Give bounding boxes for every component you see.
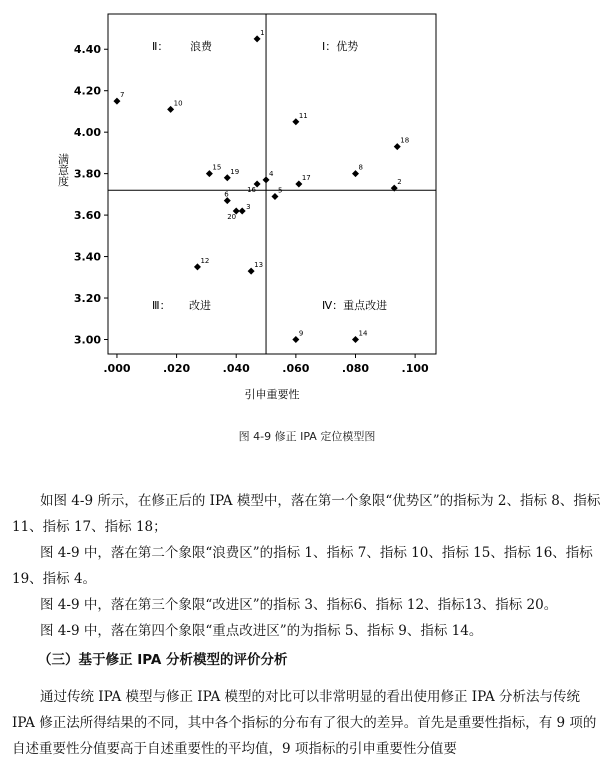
paragraph-q3: 图 4-9 中，落在第三个象限“改进区”的指标 3、指标6、指标 12、指标13、指标 20。 [40,597,558,613]
point-label: 11 [298,111,308,120]
y-tick-label: 3.00 [73,333,101,347]
point-label: 2 [397,178,402,187]
data-point [239,207,246,214]
y-tick-label: 4.00 [73,126,101,140]
quadrant-label-q2: Ⅱ： [152,40,169,53]
point-label: 20 [227,212,237,221]
paragraph-q1: 如图 4-9 所示，在修正后的 IPA 模型中，落在第一个象限“优势区”的指标为 2、指标 8、指标 11、指标 17、指标 18； [12,493,601,535]
x-tick-label: .060 [282,362,310,375]
figure-caption: 图 4-9 修正 IPA 定位模型图 [238,430,376,443]
point-label: 4 [269,169,274,178]
paragraph-q4: 图 4-9 中，落在第四个象限“重点改进区”的为指标 5、指标 9、指标 14。 [40,623,483,639]
data-points [113,29,409,343]
y-tick-label: 3.40 [73,250,101,264]
quadrant-label-q3: Ⅲ： [152,299,171,312]
section-heading: （三）基于修正 IPA 分析模型的评价分析 [38,652,288,668]
point-label: 14 [358,329,368,338]
y-tick-label: 4.20 [73,84,101,98]
quadrant-label-q1: Ⅰ：优势 [322,40,359,53]
point-label: 5 [277,186,283,195]
point-label: 6 [224,190,229,199]
x-axis-label: 引申重要性 [244,388,300,401]
y-tick-label: 3.20 [73,292,101,306]
point-label: 3 [246,202,251,211]
point-label: 18 [400,136,410,145]
quadrant-name-q3: 改进 [189,299,211,312]
point-label: 13 [254,261,264,270]
point-label: 9 [298,329,304,338]
point-label: 16 [247,186,257,194]
point-label: 12 [200,256,210,265]
paragraph-q2: 图 4-9 中，落在第二个象限“浪费区”的指标 1、指标 7、指标 10、指标 15、指标 16、指标19、指标 4。 [12,545,593,587]
point-label: 10 [173,99,183,108]
x-tick-label: .000 [103,362,131,375]
point-label: 17 [301,174,311,182]
y-tick-label: 4.40 [73,43,101,57]
point-label: 19 [230,167,240,176]
point-label: 7 [119,91,125,100]
point-label: 8 [358,163,363,172]
quadrant-name-q2: 浪费 [190,40,212,53]
y-axis [74,43,108,346]
x-tick-label: .040 [222,362,250,375]
point-label: 1 [260,28,265,37]
y-axis-label: 满意度 [56,153,70,187]
x-axis [103,354,429,375]
x-tick-label: .100 [401,362,429,375]
x-tick-label: .020 [163,362,191,375]
point-label: 15 [212,163,222,172]
y-tick-label: 3.60 [73,209,101,223]
y-tick-label: 3.80 [73,167,101,181]
x-tick-label: .080 [341,362,370,375]
quadrant-label-q4: Ⅳ：重点改进 [322,299,388,312]
closing-paragraph: 通过传统 IPA 模型与修正 IPA 模型的对比可以非常明显的看出使用修正 IPA 分析法与传统 IPA 修正法所得结果的不同，其中各个指标的分布有了很大的差异。首先是重要性指标，有 9 项的自述重要性分值要高于自述重要性的平均值，9 项指标的引申重要性分值要 [12,689,597,757]
